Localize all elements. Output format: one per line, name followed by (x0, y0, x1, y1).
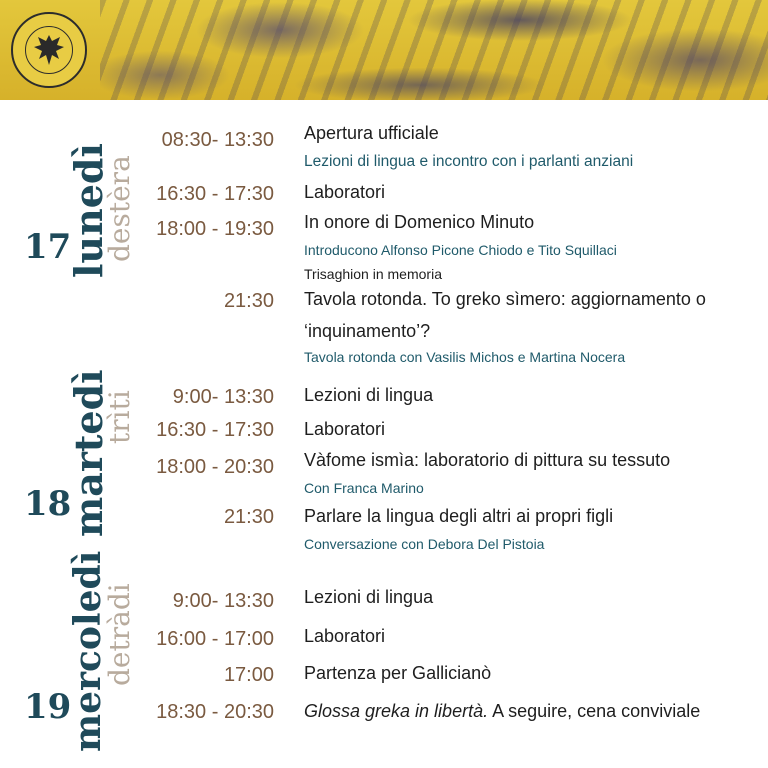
event-time: 9:00- 13:30 (172, 386, 274, 408)
banner-texture (100, 0, 768, 100)
event-time: 16:30 - 17:30 (156, 419, 274, 441)
event-time: 21:30 (223, 290, 274, 312)
event-subtitle: Lezioni di lingua e incontro con i parlanti anziani (304, 153, 634, 170)
event-time: 18:30 - 20:30 (156, 701, 274, 723)
day-number: 19 (24, 687, 72, 727)
header-banner (0, 0, 768, 100)
event-title-italic: Glossa greka in libertà. (304, 701, 489, 721)
day-name-italian: lunedì (66, 143, 111, 278)
event-title: Laboratori (304, 419, 386, 439)
event-time: 18:00 - 19:30 (156, 218, 274, 240)
event-title: Lezioni di lingua (304, 587, 434, 607)
event-title: Laboratori (304, 182, 386, 202)
event-time: 18:00 - 20:30 (156, 456, 274, 478)
event-subtitle: Con Franca Marino (304, 480, 424, 496)
event-title-rest: A seguire, cena conviviale (488, 701, 701, 721)
double-headed-eagle-icon (25, 26, 73, 74)
day-name-greek: trìti (103, 390, 136, 444)
day-name-italian: mercoledì (67, 550, 109, 752)
event-note: Trisaghion in memoria (304, 266, 442, 282)
event-title: Vàfome ismìa: laboratorio di pittura su tessuto (304, 450, 671, 470)
event-time: 16:30 - 17:30 (156, 183, 274, 205)
event-time: 16:00 - 17:00 (156, 628, 274, 650)
association-seal-logo (11, 12, 87, 88)
event-title: Apertura ufficiale (304, 123, 439, 143)
event-title: In onore di Domenico Minuto (304, 212, 535, 232)
day-number: 17 (24, 227, 72, 267)
day-name-greek: destèra (103, 155, 136, 262)
event-subtitle: Tavola rotonda con Vasilis Michos e Martina Nocera (304, 349, 626, 365)
event-title: Lezioni di lingua (304, 385, 434, 405)
day-name-greek: detràdi (103, 583, 136, 686)
event-title-continued: ‘inquinamento’? (304, 321, 431, 341)
event-title: Parlare la lingua degli altri ai propri figli (304, 506, 614, 526)
event-title: Tavola rotonda. To greko sìmero: aggiornamento o (304, 289, 706, 309)
event-time: 17:00 (223, 664, 274, 686)
event-subtitle: Introducono Alfonso Picone Chiodo e Tito Squillaci (304, 242, 617, 258)
event-subtitle: Conversazione con Debora Del Pistoia (304, 536, 545, 552)
event-title: Partenza per Gallicianò (304, 663, 492, 683)
day-number: 18 (24, 484, 72, 524)
event-title: Laboratori (304, 626, 386, 646)
event-time: 21:30 (223, 506, 274, 528)
event-title (304, 701, 700, 722)
event-time: 9:00- 13:30 (172, 590, 274, 612)
event-time: 08:30- 13:30 (161, 129, 274, 151)
day-name-italian: martedì (66, 369, 111, 537)
